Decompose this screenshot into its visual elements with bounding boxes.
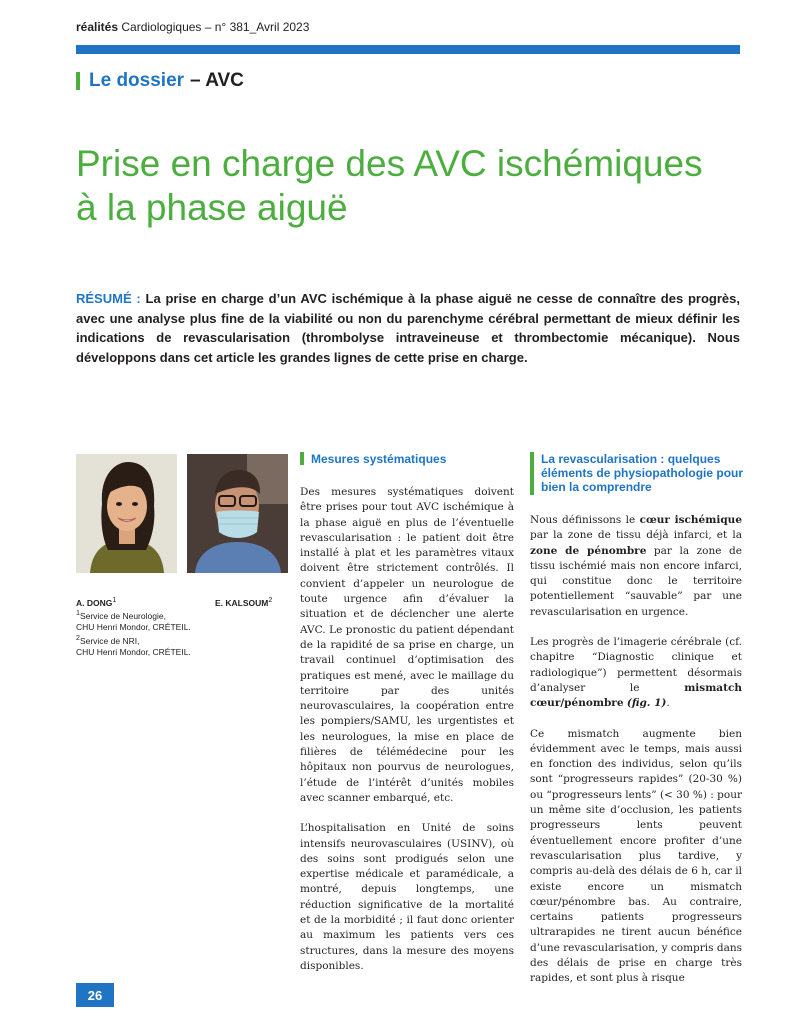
heading-mesures — [300, 452, 514, 466]
journal-name: réalités — [76, 20, 119, 34]
abstract-text: La prise en charge d’un AVC ischémique à la phase aiguë ne cesse de connaître des progrès, avec une analyse plus fine de la viabilité ou non du parenchyme cérébral permettant de mieux définir les indications de revascularisation (thrombolyse intraveineuse et thrombectomie mécanique). Nous développons dans cet article les grandes lignes de cette prise en charge. — [76, 291, 741, 365]
article-title — [76, 142, 736, 230]
abstract-label: RÉSUMÉ : — [76, 291, 141, 306]
heading-marker — [530, 452, 534, 495]
column-middle — [300, 485, 514, 989]
affiliation-1-line2: CHU Henri Mondor, CRÉTEIL. — [76, 621, 191, 632]
affiliations — [76, 608, 191, 658]
heading-mesures-text: Mesures systématiques — [311, 452, 447, 466]
page-number: 26 — [76, 983, 114, 1007]
affiliation-2-line2: CHU Henri Mondor, CRÉTEIL. — [76, 646, 191, 657]
issue-info: Cardiologiques – n° 381_Avril 2023 — [118, 20, 310, 34]
section-marker — [76, 72, 80, 90]
affiliation-2: $^2$Service de NRI, — [76, 633, 140, 646]
abstract — [76, 289, 740, 367]
column-right — [530, 513, 742, 1002]
paragraph: Des mesures systématiques doivent être prises pour tout AVC ischémique à la phase aiguë en plus de l’éventuelle revascularisation : le patient doit être installé à plat et les paramètres vitaux doivent être strictement contrôlés. Il convient d’appeler un neurologue de toute urgence afin d’évaluer la situation et de déclencher une alerte AVC. Le pronostic du patient dépendant de la rapidité de sa prise en charge, un travail continuel d’optimisation des pratiques est mené, avec le maillage du territoire par des unités neurovasculaires, la coopération entre les pompiers/SAMU, les urgentistes et les neurologues, la mise en place de filières de télémédecine pour les hôpitaux non pourvus de neurologues, l’étude de l’intérêt d’unités mobiles avec scanner embarqué, etc. — [300, 486, 514, 804]
header-rule — [76, 45, 740, 54]
section-subtitle: – AVC — [190, 70, 244, 91]
author-2-name: E. KALSOUM — [215, 597, 269, 608]
author-2-sup: 2 — [268, 596, 273, 604]
author-photo-kalsoum — [187, 454, 288, 573]
author-1 — [76, 595, 116, 609]
heading-revascularisation — [530, 452, 744, 495]
author-1-name: A. DONG — [76, 597, 113, 608]
heading-marker — [300, 452, 304, 465]
paragraph: Nous définissons le cœur ischémique par la zone de tissu déjà infarci, et la zone de pénombre par la zone de tissu ischémié mais non encore infarci, qui constitue donc le territoire potentiellement “sauvable” par une revascularisation en urgence. — [530, 514, 742, 618]
running-header — [76, 20, 309, 34]
author-photo-dong — [76, 454, 177, 573]
affiliation-1: $^1$Service de Neurologie, — [76, 609, 166, 621]
title-line-1: Prise en charge des AVC ischémiques — [76, 143, 703, 184]
paragraph: Ce mismatch augmente bien évidemment avec le temps, mais aussi en fonction des individus, selon qu’ils sont “progresseurs rapides” (20-30 %) ou “progresseurs lents” (< 30 %) : pour un même site d’occlusion, les patients progresseurs lents peuvent éventuellement encore profiter d’une revascularisation plus tardive, y compris au-delà des délais de 6 h, car il existe encore un mismatch cœur/pénombre bas. Au contraire, certains patients progresseurs ultrarapides ne tirent aucun bénéfice d’une revascularisation, y compris dans des délais de prise en charge très rapides, et sont plus à risque — [530, 727, 742, 985]
figure-reference: (fig. 1) — [626, 697, 667, 710]
paragraph: L’hospitalisation en Unité de soins intensifs neurovasculaires (USINV), où des soins sont prodigués selon une expertise médicale et paramédicale, a montré, depuis longtemps, une réduction significative de la mortalité et de la morbidité ; il faut donc orienter au maximum les patients vers ces structures, dans la mesure des moyens disponibles. — [300, 822, 514, 972]
section-label — [76, 70, 244, 92]
heading-revascularisation-text: La revascularisation : quelques éléments de physiopathologie pour bien la comprendre — [541, 452, 744, 494]
section-title: Le dossier — [89, 70, 185, 91]
author-1-sup: 1 — [112, 596, 117, 604]
title-line-2: à la phase aiguë — [76, 187, 348, 228]
author-2 — [215, 595, 272, 609]
paragraph: Les progrès de l’imagerie cérébrale (cf. chapitre “Diagnostic clinique et radiologique”) permettent désormais d’analyser le mismatch cœur/pénombre (fig. 1). — [530, 636, 742, 710]
